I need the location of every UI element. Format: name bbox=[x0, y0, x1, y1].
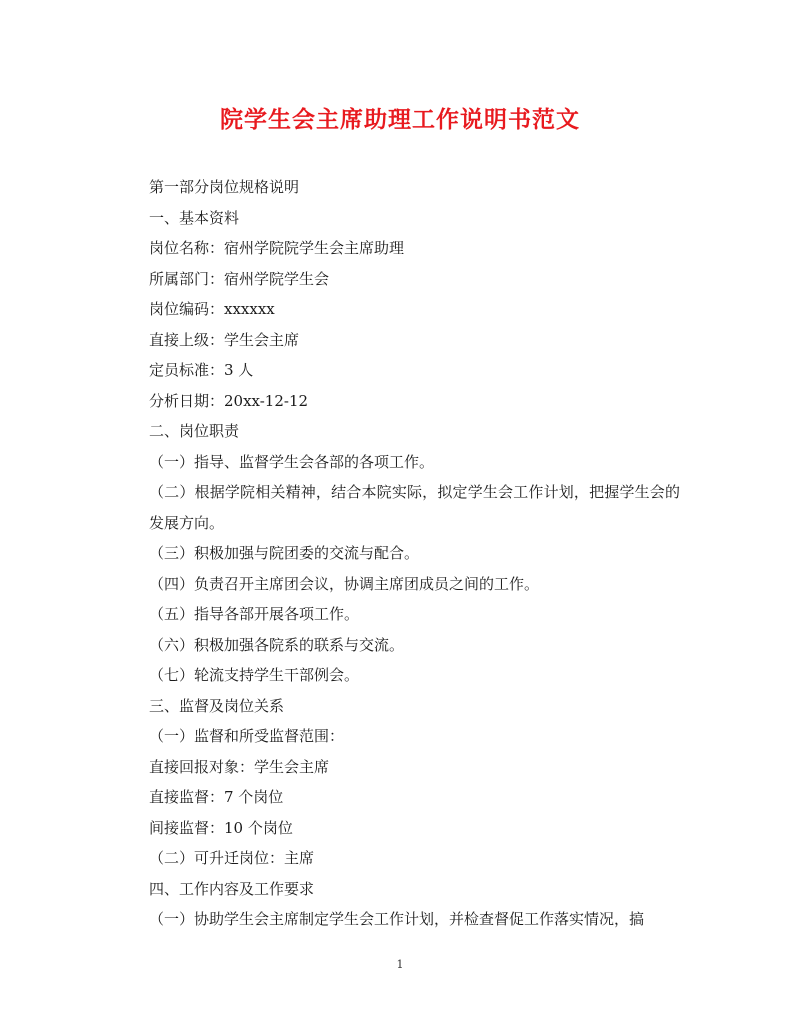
relation-item: （二）可升迁岗位：主席 bbox=[149, 849, 315, 867]
duty-item: （三）积极加强与院团委的交流与配合。 bbox=[149, 544, 420, 562]
relation-item: 直接回报对象：学生会主席 bbox=[149, 757, 330, 776]
subsection-heading: 三、监督及岗位关系 bbox=[149, 696, 285, 715]
section-heading: 第一部分岗位规格说明 bbox=[149, 178, 300, 196]
info-line: 直接上级：学生会主席 bbox=[149, 330, 300, 349]
info-line: 所属部门：宿州学院学生会 bbox=[149, 269, 330, 288]
page-number: 1 bbox=[396, 958, 404, 971]
relation-item: （一）监督和所受监督范围： bbox=[149, 727, 345, 745]
subsection-heading: 一、基本资料 bbox=[149, 208, 240, 227]
document-title: 院学生会主席助理工作说明书范文 bbox=[220, 106, 580, 133]
work-item: （一）协助学生会主席制定学生会工作计划，并检查督促工作落实情况，搞 bbox=[149, 910, 645, 928]
info-line: 定员标准：3 人 bbox=[149, 361, 254, 379]
duty-item: （七）轮流支持学生干部例会。 bbox=[149, 666, 360, 684]
duty-item: （四）负责召开主席团会议，协调主席团成员之间的工作。 bbox=[149, 574, 540, 593]
document-body bbox=[120, 172, 680, 935]
relation-item: 直接监督：7 个岗位 bbox=[149, 788, 284, 806]
info-line: 岗位名称：宿州学院院学生会主席助理 bbox=[149, 239, 405, 257]
subsection-heading: 四、工作内容及工作要求 bbox=[149, 879, 315, 898]
info-line: 岗位编码：xxxxxx bbox=[149, 300, 275, 318]
duty-item: （五）指导各部开展各项工作。 bbox=[149, 605, 360, 623]
subsection-heading: 二、岗位职责 bbox=[149, 422, 240, 440]
relation-item: 间接监督：10 个岗位 bbox=[149, 818, 293, 837]
duty-item: （一）指导、监督学生会各部的各项工作。 bbox=[149, 452, 435, 471]
info-line: 分析日期：20xx-12-12 bbox=[149, 391, 309, 410]
duty-item: （二）根据学院相关精神，结合本院实际，拟定学生会工作计划，把握学生会的发展方向。 bbox=[149, 483, 680, 532]
duty-item: （六）积极加强各院系的联系与交流。 bbox=[149, 635, 405, 654]
